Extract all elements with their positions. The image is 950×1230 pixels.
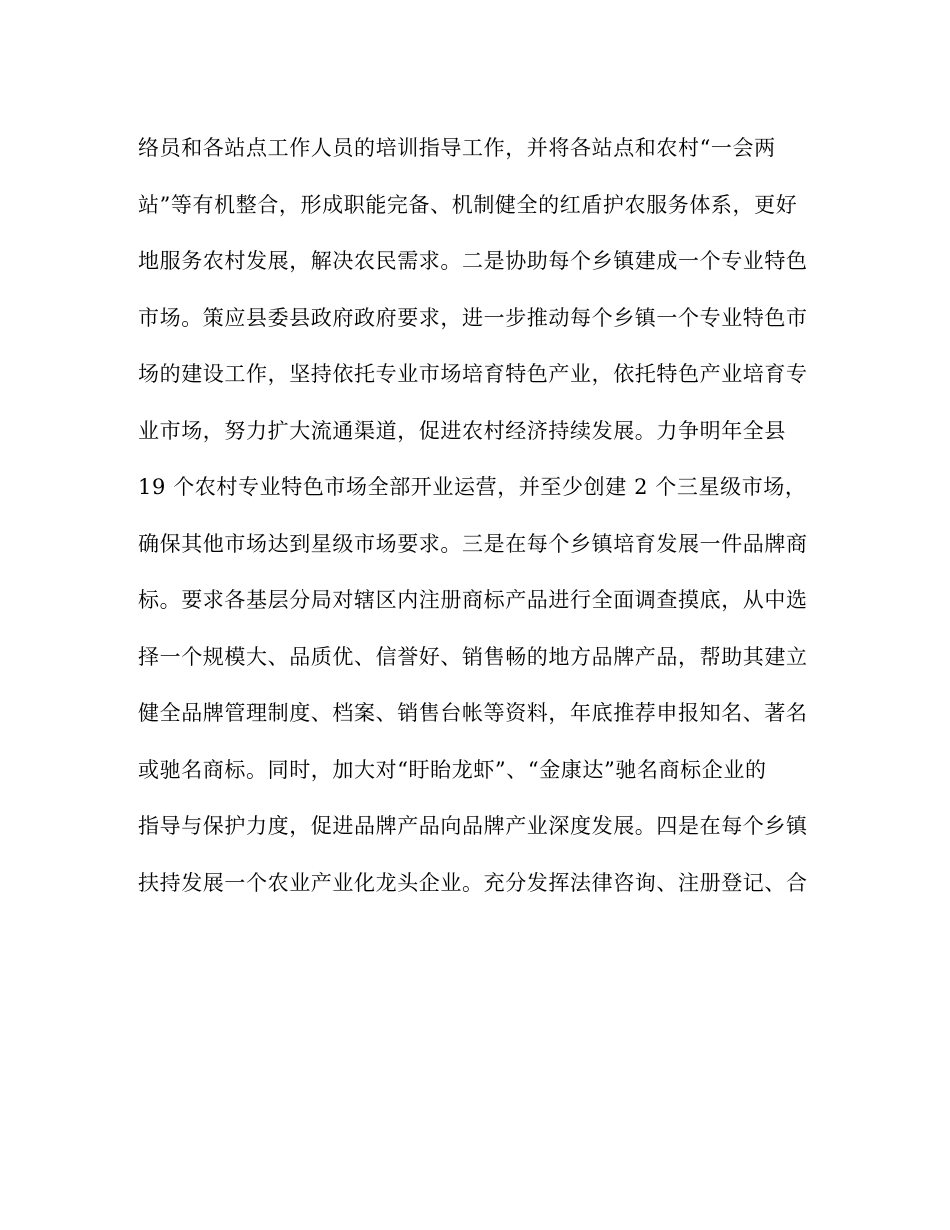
text-line-2: 站”等有机整合，形成职能完备、机制健全的红盾护农服务体系，更好 (138, 192, 798, 217)
text-line-9: 标。要求各基层分局对辖区内注册商标产品进行全面调查摸底，从中选 (138, 588, 808, 612)
text-line-1: 络员和各站点工作人员的培训指导工作，并将各站点和农村“一会两 (138, 136, 776, 160)
text-line-13: 指导与保护力度，促进品牌产品向品牌产业深度发展。四是在每个乡镇 (138, 814, 808, 838)
text-line-5: 场的建设工作，坚持依托专业市场培育特色产业，依托特色产业培育专 (138, 362, 808, 386)
body-text (138, 126, 818, 917)
text-line-4: 市场。策应县委县政府政府要求，进一步推动每个乡镇一个专业特色市 (138, 305, 808, 330)
text-line-11: 健全品牌管理制度、档案、销售台帐等资料，年底推荐申报知名、著名 (138, 701, 808, 725)
text-line-12: 或驰名商标。同时，加大对“盱眙龙虾”、“金康达”驰名商标企业的 (138, 757, 767, 782)
text-line-8: 确保其他市场达到星级市场要求。三是在每个乡镇培育发展一件品牌商 (138, 531, 808, 556)
text-line-10: 择一个规模大、品质优、信誉好、销售畅的地方品牌产品，帮助其建立 (138, 644, 808, 669)
text-line-14: 扶持发展一个农业产业化龙头企业。充分发挥法律咨询、注册登记、合 (138, 870, 808, 895)
text-line-6: 业市场，努力扩大流通渠道，促进农村经济持续发展。力争明年全县 (138, 418, 786, 443)
text-line-7: 19 个农村专业特色市场全部开业运营，并至少创建 2 个三星级市场， (138, 475, 807, 499)
text-line-3: 地服务农村发展，解决农民需求。二是协助每个乡镇建成一个专业特色 (138, 249, 808, 273)
